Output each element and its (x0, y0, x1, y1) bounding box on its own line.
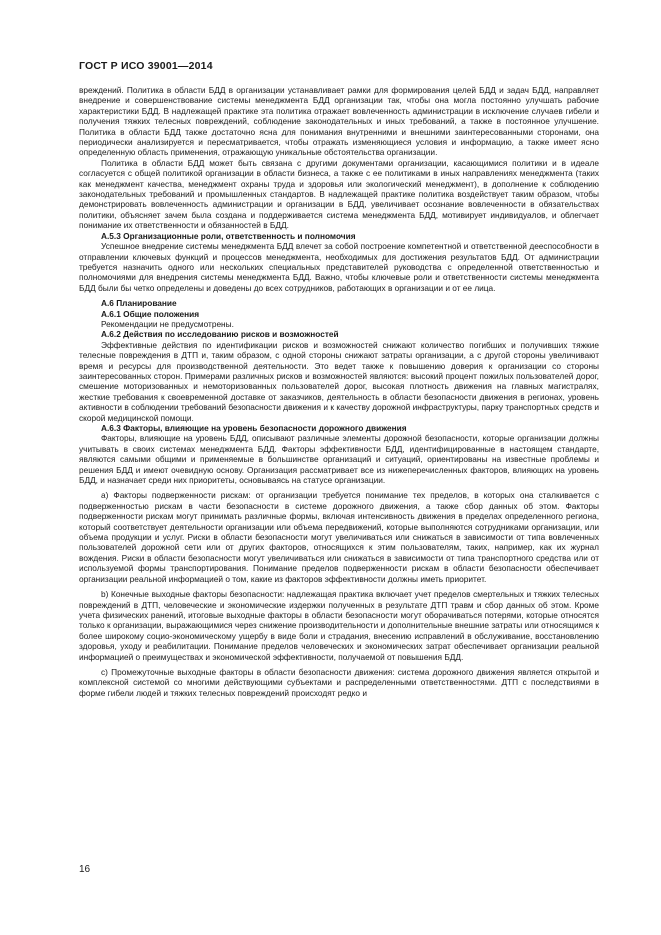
paragraph: Факторы, влияющие на уровень БДД, описывают различные элементы дорожной безопасности, которые организации должны учитывать в своих системах менеджмента БДД. Факторы эффективности БДД, идентифицированные в настоящем стандарте, являются самыми общими и применяемые в большинстве организаций и ситуаций, ориентированы на известные проблемы и решения БДД и имеют очевидную основу. Организация рассматривает все из нижеперечисленных факторов, влияющих на уровень БДД, и назначает среди них приоритеты, основываясь на статусе организации. (79, 433, 599, 486)
standard-title: ГОСТ Р ИСО 39001—2014 (79, 60, 213, 72)
list-item-paragraph: а) Факторы подверженности рискам: от организации требуется понимание тех пределов, в которых она сталкивается с подверженностью рискам в части безопасности в системе дорожного движения, а также сбор данных об этом. Факторы подверженности рискам могут принимать различные формы, включая интенсивность движения в пределах определенного региона, который соответствует деятельности организации или объема передвижений, которые выполняются сотрудниками организации, или объема продукции и услуг. Риски в области безопасности могут увеличиваться или снижаться в зависимости от типа вовлеченных пользователей дорожной сети или от других факторов, относящихся к этим пользователям, таких, например, как их журнал вождения. Риски в области безопасности могут увеличиваться или снижаться в зависимости от типа транспортного средства или от используемой формы транспортирования. Понимание пределов подверженности рискам в области безопасности обеспечивает организации реальной информацией о том, какие из факторов эффективности должны иметь приоритет. (79, 490, 599, 584)
section-heading: А.6.2 Действия по исследованию рисков и возможностей (101, 329, 339, 340)
document-body (79, 85, 599, 698)
list-item-paragraph: b) Конечные выходные факторы безопасности: надлежащая практика включает учет пределов смертельных и тяжких телесных повреждений в ДТП, человеческие и экономические издержки полученных в результате ДТП травм и сбор данных об этом. Кроме учета физических ранений, итоговые выходные факторы в области безопасности могут оборачиваться потерями, которые относятся только к организации, выражающимися через снижение производительности и дополнительные внешние затраты или относящимся к более широкому социо-экономическому ущербу в виде боли и страдания, внесению исправлений в обслуживание, восстановлению здоровья, уходу и реабилитации. Понимание пределов человеческих и экономических затрат обеспечивает организации реальной информацией о преимуществах и экономической эффективности, получаемой от повышения БДД. (79, 589, 599, 662)
paragraph: Рекомендации не предусмотрены. (101, 318, 234, 329)
section-heading: А.6.3 Факторы, влияющие на уровень безопасности дорожного движения (101, 423, 407, 433)
paragraph: Эффективные действия по идентификации рисков и возможностей снижают количество погибших и получивших тяжкие телесные повреждения в ДТП и, таким образом, с одной стороны снижают затраты организации, а с другой стороны увеличивают время и ресурсы для производственной деятельности. Это ведет также к повышению доверия к организации со стороны заинтересованных сторон. Примерами различных рисков и возможностей являются: высокий процент пожилых пользователей дорог, смешение моторизованных и немоторизованных пользователей дорог, высокая плотность движения на главных магистралях, жесткие требования к своевременной доставке от заказчиков, деятельность в области безопасности движения в регионах, уровень активности в соблюдении требований безопасности движения и к качеству дорожной инфраструктуры, парку транспортных средств и скорой медицинской помощи. (79, 339, 599, 423)
list-item-paragraph: с) Промежуточные выходные факторы в области безопасности движения: система дорожного движения является открытой и комплексной системой со многими действующими субъектами и распределенными ответственностями. ДТП с последствиями в форме гибели людей и тяжких телесных повреждений происходят редко и (79, 666, 599, 698)
paragraph: Политика в области БДД может быть связана с другими документами организации, касающимися политики и в идеале согласуется с общей политикой организации в области бизнеса, а также с ее политиками в иных направлениях менеджмента (таких как менеджмент качества, менеджмент охраны труда и здоровья или экологический менеджмент), в дополнение к соблюдению законодательных требований и промышленных стандартов. В надлежащей практике политика воздействует таким образом, чтобы демонстрировать вовлеченность администрации и организации в БДД, увеличивает осознание вовлеченности в обязательствах политики, объясняет зачем была создана и поддерживается система менеджмента БДД, мотивирует индивидуалов, и облегчает понимание их ответственности и обязанностей в БДД. (79, 157, 599, 231)
section-heading: А.6 Планирование (101, 298, 177, 309)
paragraph: вреждений. Политика в области БДД в организации устанавливает рамки для формирования целей БДД и задач БДД, направляет внедрение и совершенствование системы менеджмента БДД организации так, чтобы она могла постоянно улучшать рабочие характеристики БДД. В надлежащей практике эта политика отражает вовлеченность администрации в исключение случаев гибели и получения тяжких телесных повреждений, соблюдение законодательных и иных требований, а также в постоянное улучшение. Политика в области БДД также достаточно ясна для понимания внутренними и внешними заинтересованными сторонами, она периодически анализируется и пересматривается, чтобы отражать изменяющиеся условия и информацию, а также имеет ясно определенную область применения, отражающую уникальные обстоятельства организации. (79, 85, 599, 158)
paragraph: Успешное внедрение системы менеджмента БДД влечет за собой построение компетентной и ответственной дееспособности в отправлении ключевых функций и процессов менеджмента, необходимых для достижения результатов БДД. От администрации требуется назначить одного или нескольких специальных представителей руководства с определенной ответственностью и полномочиями для внедрения системы менеджмента БДД. Важно, чтобы ключевые роли и ответственности системы менеджмента БДД были бы четко определены и доведены до всех сотрудников, работающих в организации и от ее лица. (79, 241, 599, 293)
section-heading: А.6.1 Общие положения (101, 308, 200, 319)
section-heading: А.5.3 Организационные роли, ответственность и полномочия (101, 230, 356, 241)
page-number: 16 (79, 864, 91, 875)
